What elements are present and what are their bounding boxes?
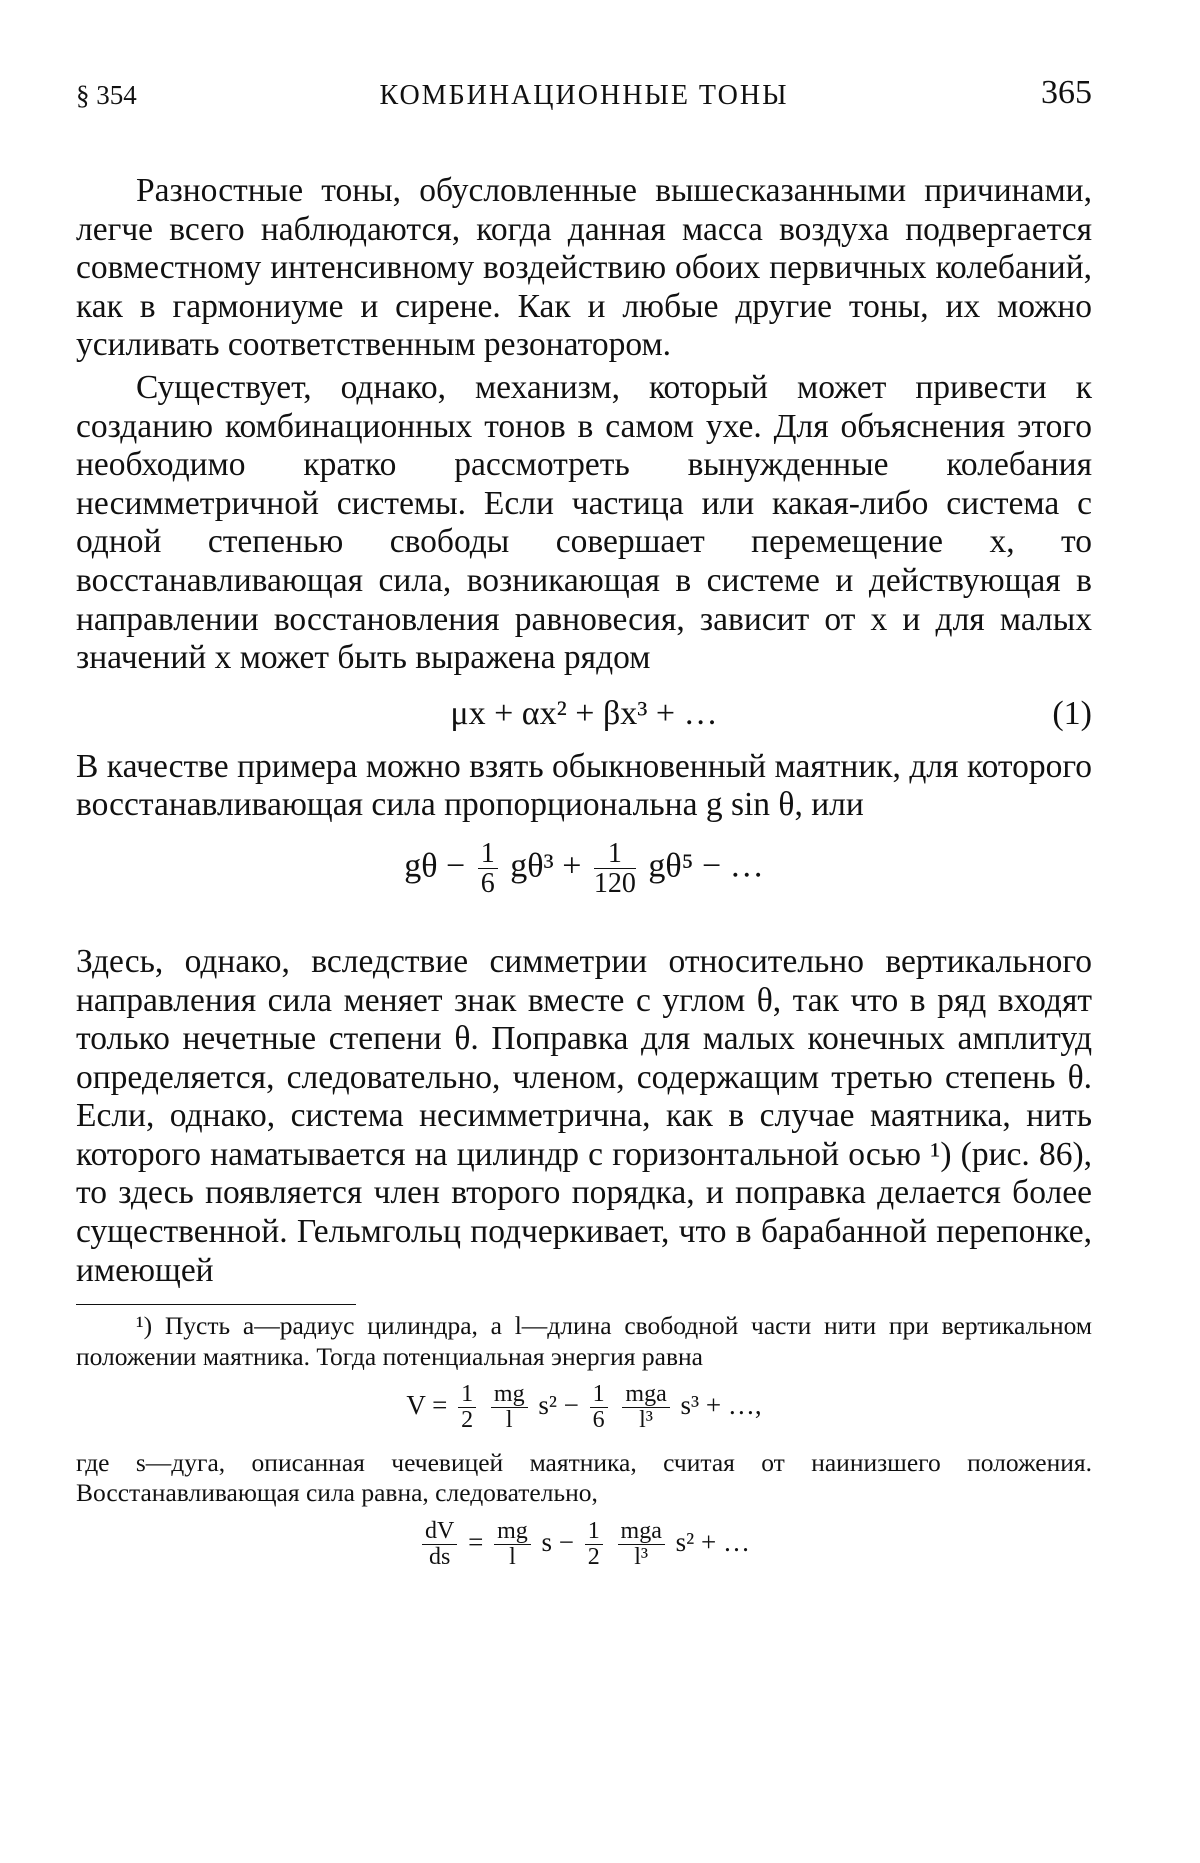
main-text <box>76 172 1092 1290</box>
formula-1 <box>76 694 1092 734</box>
paragraph-2: Существует, однако, механизм, который может привести к созданию комбинационных тонов в самом ухе. Для объяснения этого необходимо кратко рассмотреть вынужденные колебания несимметричной системы. Если частица или какая-либо система с одной степенью свободы совершает перемещение x, то восстанавливающая сила, возникающая в системе и действующая в направлении восстановления равновесия, зависит от x и для малых значений x может быть выражена рядом <box>76 368 1092 677</box>
formula-2-term3: gθ⁵ − … <box>648 847 764 885</box>
footnote <box>76 1311 1092 1570</box>
fraction: $\frac{1}{2}$ <box>585 1519 603 1570</box>
fraction: $\frac{mg}{l}$ <box>491 1382 528 1433</box>
footnote-text-2: где s—дуга, описанная чечевицей маятника, считая от наинизшего положения. Восстанавливающая сила равна, следовательно, <box>76 1447 1092 1508</box>
fraction: $\frac{mg}{l}$ <box>494 1519 531 1570</box>
footnote-formula-energy: V = $\frac{1}{2}$ $\frac{mg}{l}$ s² − $\frac{1}{6}$ $\frac{\text{mga}}{\text{l³}}$ s³ + …, <box>406 1381 762 1434</box>
footnote-rule <box>76 1304 356 1305</box>
formula-2-term2: gθ³ + <box>510 847 582 885</box>
paragraph-4: Здесь, однако, вследствие симметрии относительно вертикального направления сила меняет знак вместе с углом θ, так что в ряд входят только нечетные степени θ. Поправка для малых конечных амплитуд определяется, следовательно, членом, содержащим третью степень θ. Если, однако, система несимметрична, как в случае маятника, нить которого наматывается на цилиндр с горизонтальной осью ¹) (рис. 86), то здесь появляется член второго порядка, и поправка делается более существенной. Гельмгольц подчеркивает, что в барабанной перепонке, имеющей <box>76 942 1092 1289</box>
formula-1-expression: μx + αx² + βx³ + … <box>450 694 718 732</box>
paragraph-1: Разностные тоны, обусловленные вышесказанными причинами, легче всего наблюдаются, когда данная масса воздуха подвергается совместному интенсивному воздействию обоих первичных колебаний, как в гармониуме и сирене. Как и любые другие тоны, их можно усиливать соответственным резонатором. <box>76 172 1092 364</box>
formula-2 <box>76 839 1092 913</box>
fraction: $\frac{\text{mga}}{\text{l³}}$ <box>622 1382 669 1433</box>
footnote-text-1: ¹) Пусть a—радиус цилиндра, а l—длина свободной части нити при вертикальном положении маятника. Тогда потенциальная энергия равна <box>76 1311 1092 1371</box>
fraction-one-120th: $\frac{1}{120}$ <box>593 837 636 900</box>
paragraph-3: В качестве примера можно взять обыкновенный маятник, для которого восстанавливающая сила пропорциональна g sin θ, или <box>76 747 1092 824</box>
fraction: $\frac{dV}{ds}$ <box>422 1519 457 1570</box>
fraction: $\frac{1}{6}$ <box>590 1382 608 1433</box>
running-title: КОМБИНАЦИОННЫЕ ТОНЫ <box>379 80 789 111</box>
fraction: $\frac{1}{2}$ <box>458 1382 476 1433</box>
formula-2-term1: gθ − <box>404 847 466 885</box>
section-number: § 354 <box>76 80 137 110</box>
running-header <box>76 70 1092 118</box>
page-number: 365 <box>1041 74 1092 111</box>
fraction: $\frac{\text{mga}}{\text{l³}}$ <box>618 1519 665 1570</box>
book-page <box>76 70 1092 1584</box>
equation-number: (1) <box>1052 694 1092 732</box>
footnote-formula-force: $\frac{dV}{ds}$ = $\frac{mg}{l}$ s − $\frac{1}{2}$ $\frac{\text{mga}}{\text{l³}}$ s² + … <box>76 1519 1092 1570</box>
fraction-one-sixth: $\frac{1}{6}$ <box>478 839 498 899</box>
